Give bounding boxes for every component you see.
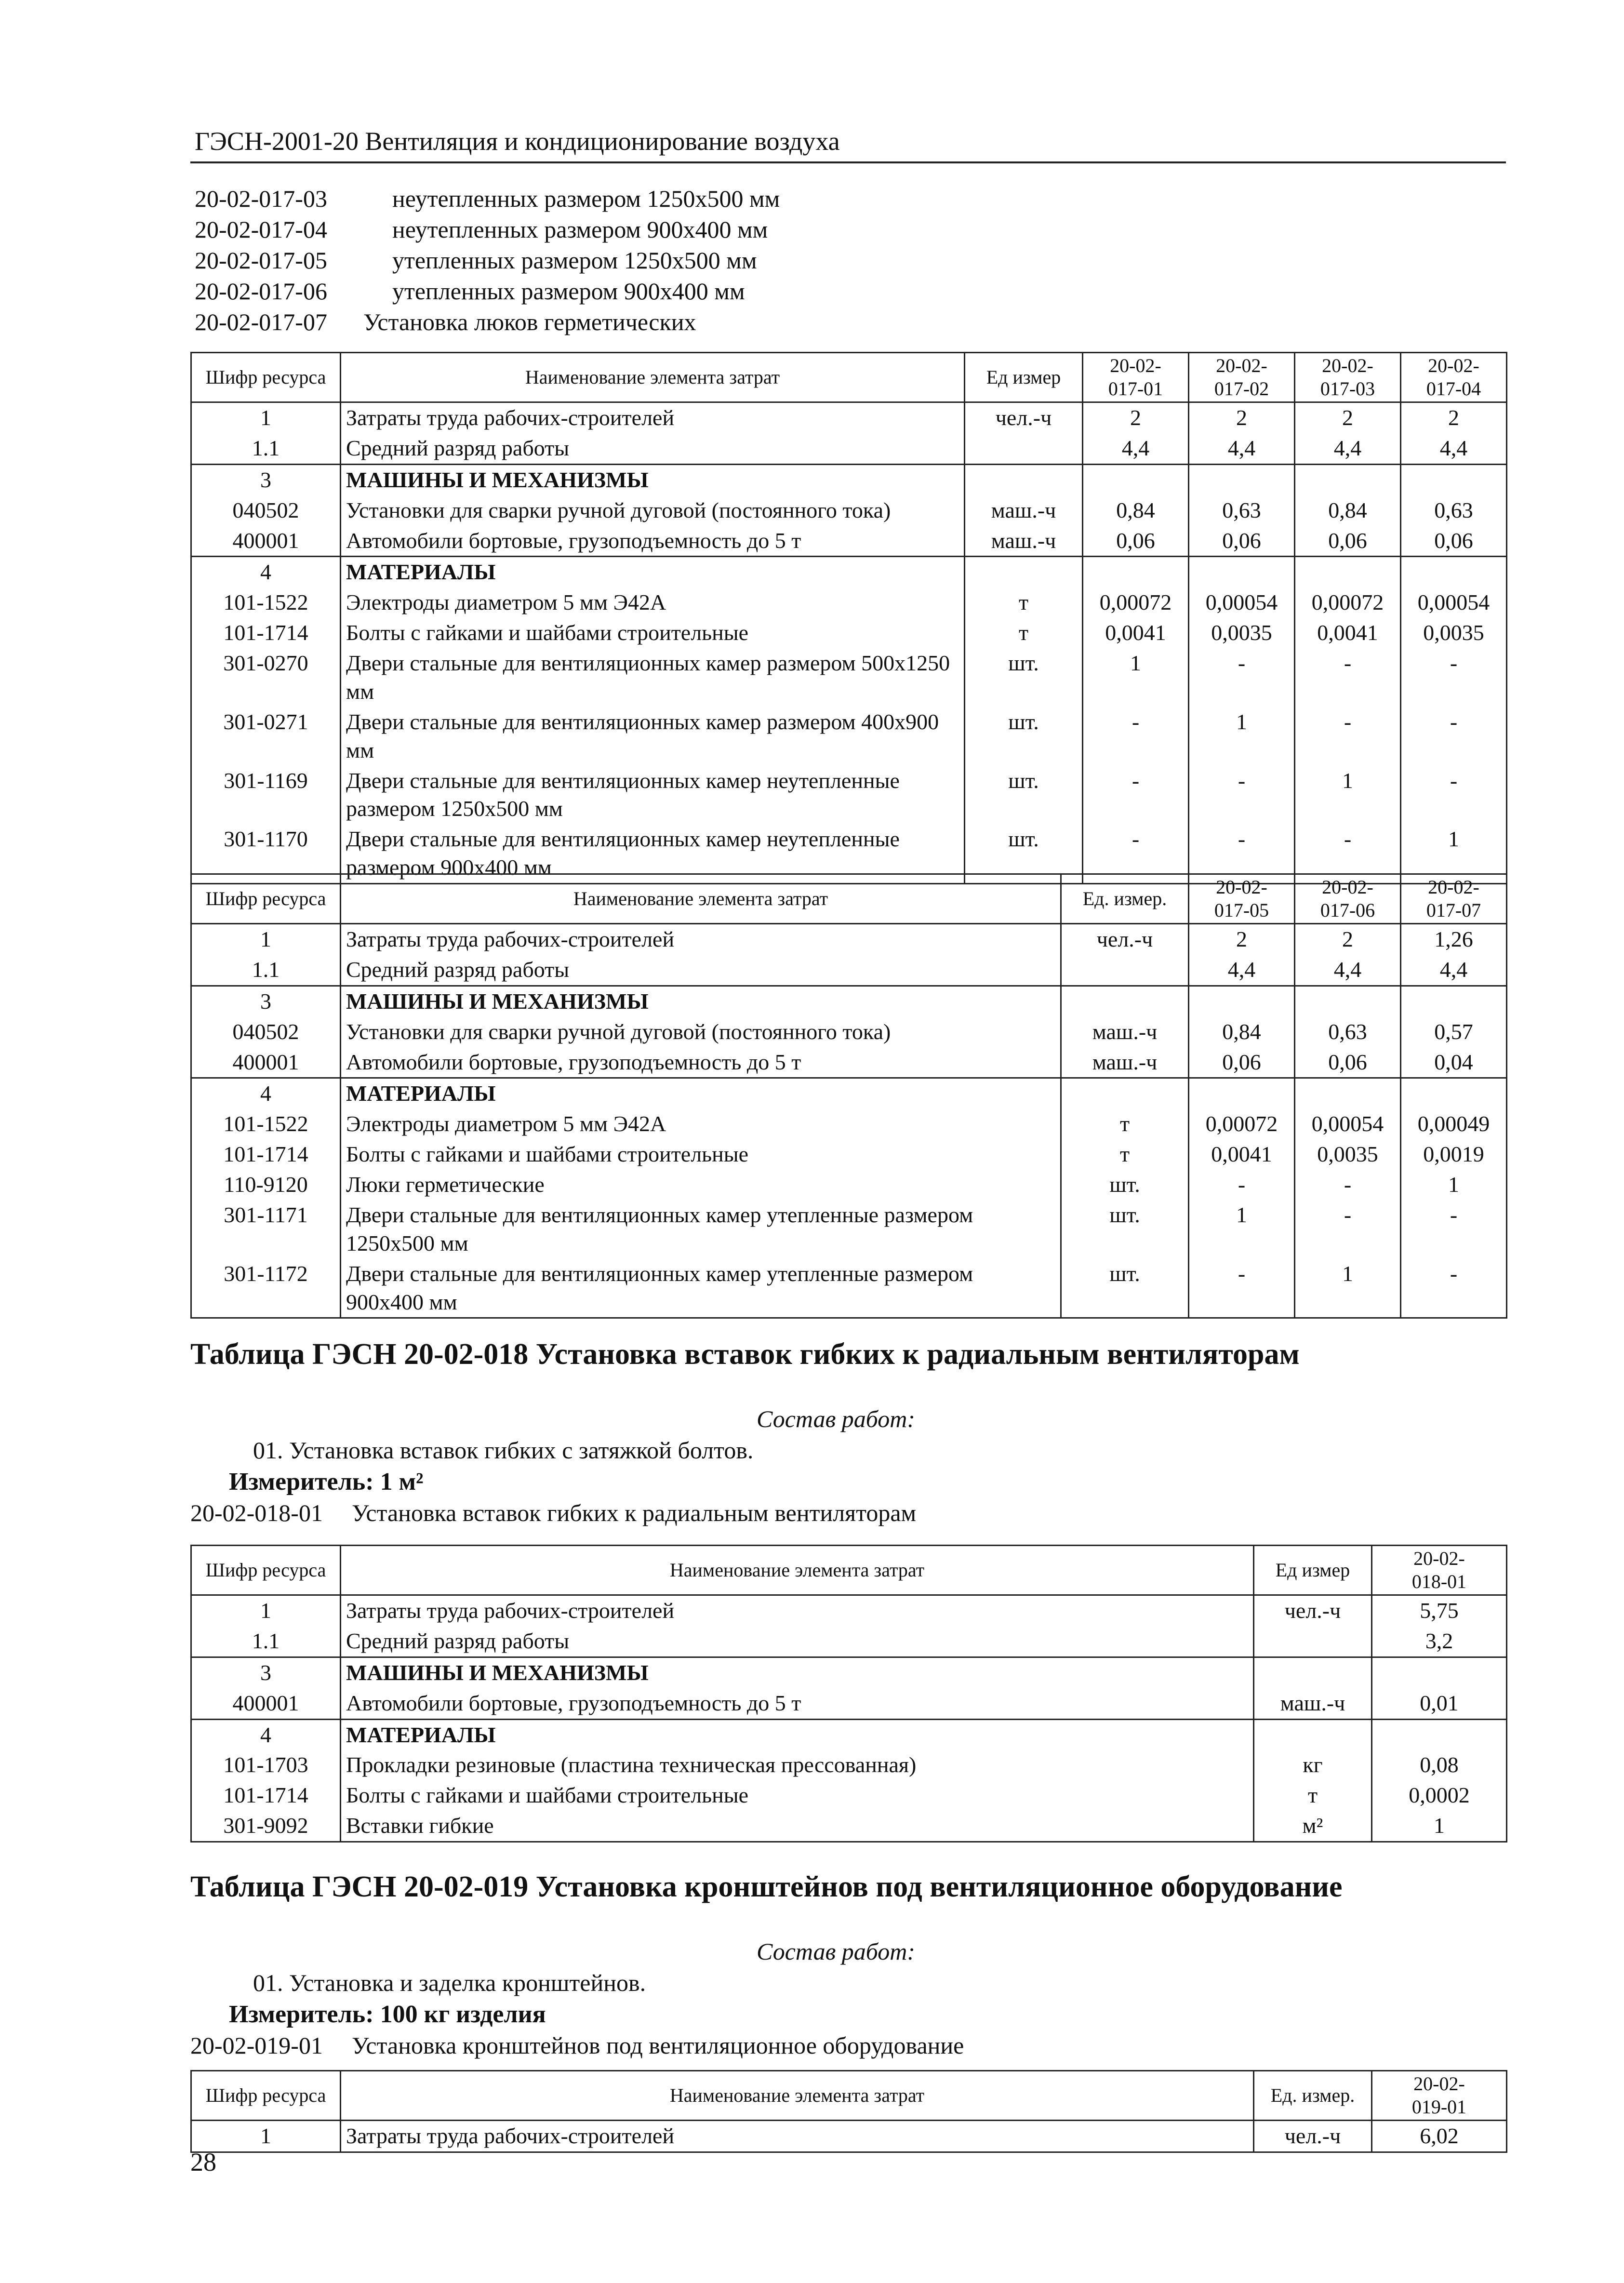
norm-value: 0,08 bbox=[1372, 1750, 1507, 1780]
code-row bbox=[195, 307, 780, 337]
column-header: Шифр ресурса bbox=[191, 874, 341, 924]
code-text: неутепленных размером 1250х500 мм bbox=[392, 185, 780, 212]
resource-table-018-01 bbox=[190, 1545, 1507, 1842]
norm-value: 0,00054 bbox=[1295, 1109, 1401, 1139]
resource-code: 301-1172 bbox=[191, 1259, 341, 1318]
norm-value: 0,84 bbox=[1083, 495, 1189, 526]
norm-value: 0,00049 bbox=[1401, 1109, 1507, 1139]
norm-value: 0,00072 bbox=[1083, 587, 1189, 618]
code-row bbox=[195, 214, 780, 245]
norm-value: 2 bbox=[1295, 924, 1401, 955]
table-row bbox=[191, 986, 1507, 1016]
norm-value: - bbox=[1295, 1170, 1401, 1200]
table-header-row bbox=[191, 874, 1507, 924]
unit: шт. bbox=[965, 824, 1083, 883]
unit: маш.-ч bbox=[1061, 1047, 1189, 1078]
cost-item-name: Двери стальные для вентиляционных камер размером 400х900 мм bbox=[341, 707, 965, 766]
norm-value: - bbox=[1189, 824, 1295, 883]
unit bbox=[1061, 955, 1189, 986]
norm-value: 0,01 bbox=[1372, 1688, 1507, 1719]
cost-item-name: МАТЕРИАЛЫ bbox=[341, 557, 965, 587]
cost-item-name: Двери стальные для вентиляционных камер размером 500х1250 мм bbox=[341, 648, 965, 707]
column-header: Шифр ресурса bbox=[191, 1546, 341, 1595]
cost-item-name: Прокладки резиновые (пластина техническая прессованная) bbox=[341, 1750, 1254, 1780]
norm-value: 4,4 bbox=[1401, 955, 1507, 986]
table-row bbox=[191, 1109, 1507, 1139]
table-row bbox=[191, 1626, 1507, 1657]
code: 20-02-017-03 bbox=[195, 185, 327, 212]
norm-value: 0,06 bbox=[1083, 526, 1189, 557]
running-head: ГЭСН-2001-20 Вентиляция и кондиционирование воздуха bbox=[195, 127, 840, 156]
norm-value: 0,00072 bbox=[1189, 1109, 1295, 1139]
norm-value: 2 bbox=[1295, 402, 1401, 433]
table-row bbox=[191, 1047, 1507, 1078]
header-rule bbox=[190, 161, 1506, 163]
norm-value: 0,63 bbox=[1189, 495, 1295, 526]
column-header: Ед. измер. bbox=[1254, 2071, 1372, 2121]
table-row bbox=[191, 1017, 1507, 1047]
resource-table-017-01-04 bbox=[190, 352, 1507, 884]
resource-code: 301-0271 bbox=[191, 707, 341, 766]
norm-value: 1 bbox=[1401, 1170, 1507, 1200]
cost-item-name: Установки для сварки ручной дуговой (постоянного тока) bbox=[341, 1017, 1061, 1047]
code: 20-02-017-07 bbox=[195, 308, 327, 335]
code: 20-02-018-01 bbox=[190, 1499, 323, 1526]
unit: т bbox=[1061, 1109, 1189, 1139]
cost-item-name: Автомобили бортовые, грузоподъемность до 5 т bbox=[341, 526, 965, 557]
norm-value bbox=[1401, 557, 1507, 587]
norm-value: 1 bbox=[1189, 707, 1295, 766]
column-header: Наименование элемента затрат bbox=[341, 2071, 1254, 2121]
unit: маш.-ч bbox=[965, 526, 1083, 557]
unit bbox=[1061, 1078, 1189, 1109]
norm-value: 1 bbox=[1295, 766, 1401, 825]
table-row bbox=[191, 1595, 1507, 1626]
measure-label: Измеритель: bbox=[229, 1468, 374, 1495]
section-title-019: Таблица ГЭСН 20-02-019 Установка кронштейнов под вентиляционное оборудование bbox=[190, 1870, 1343, 1903]
measure-value: 1 м² bbox=[380, 1468, 424, 1495]
code-text: Установка люков герметических bbox=[363, 308, 696, 335]
cost-item-name: МАШИНЫ И МЕХАНИЗМЫ bbox=[341, 1657, 1254, 1688]
unit bbox=[965, 464, 1083, 495]
unit: маш.-ч bbox=[1061, 1017, 1189, 1047]
cost-item-name: МАШИНЫ И МЕХАНИЗМЫ bbox=[341, 986, 1061, 1016]
unit bbox=[1061, 986, 1189, 1016]
norm-value bbox=[1295, 1078, 1401, 1109]
unit: маш.-ч bbox=[1254, 1688, 1372, 1719]
norm-value: 4,4 bbox=[1189, 955, 1295, 986]
resource-code: 301-1169 bbox=[191, 766, 341, 825]
norm-value: 0,06 bbox=[1189, 526, 1295, 557]
norm-value: - bbox=[1401, 707, 1507, 766]
code-row bbox=[190, 2031, 964, 2059]
resource-code: 4 bbox=[191, 1719, 341, 1750]
measure-row bbox=[229, 2000, 546, 2029]
unit: чел.-ч bbox=[965, 402, 1083, 433]
unit bbox=[965, 557, 1083, 587]
table-row bbox=[191, 495, 1507, 526]
unit: т bbox=[1061, 1139, 1189, 1170]
work-composition-label: Состав работ: bbox=[757, 1938, 916, 1965]
work-item: 01. Установка и заделка кронштейнов. bbox=[253, 1969, 646, 1996]
cost-item-name: Средний разряд работы bbox=[341, 955, 1061, 986]
norm-value: - bbox=[1401, 1259, 1507, 1318]
norm-value: - bbox=[1295, 648, 1401, 707]
table-row bbox=[191, 1657, 1507, 1688]
unit bbox=[1254, 1626, 1372, 1657]
measure-value: 100 кг изделия bbox=[380, 2001, 546, 2028]
resource-code: 3 bbox=[191, 1657, 341, 1688]
table-row bbox=[191, 464, 1507, 495]
resource-code: 3 bbox=[191, 986, 341, 1016]
norm-value: 2 bbox=[1083, 402, 1189, 433]
norm-value bbox=[1295, 557, 1401, 587]
code: 20-02-017-05 bbox=[195, 247, 327, 274]
table-header-row bbox=[191, 2071, 1507, 2121]
cost-item-name: Двери стальные для вентиляционных камер неутепленные размером 900х400 мм bbox=[341, 824, 965, 883]
table-row bbox=[191, 2121, 1507, 2152]
cost-item-name: Вставки гибкие bbox=[341, 1811, 1254, 1842]
unit: шт. bbox=[1061, 1259, 1189, 1318]
norm-value bbox=[1401, 1078, 1507, 1109]
unit bbox=[1254, 1719, 1372, 1750]
resource-code: 301-1171 bbox=[191, 1200, 341, 1259]
norm-value bbox=[1189, 1078, 1295, 1109]
table-row bbox=[191, 433, 1507, 464]
unit: маш.-ч bbox=[965, 495, 1083, 526]
column-header: Ед измер bbox=[965, 353, 1083, 402]
cost-item-name: Установки для сварки ручной дуговой (постоянного тока) bbox=[341, 495, 965, 526]
code: 20-02-017-04 bbox=[195, 216, 327, 243]
norm-value: - bbox=[1083, 766, 1189, 825]
unit bbox=[965, 433, 1083, 464]
norm-value: 0,63 bbox=[1401, 495, 1507, 526]
code-list bbox=[195, 183, 780, 337]
norm-value: 4,4 bbox=[1189, 433, 1295, 464]
norm-value: 6,02 bbox=[1372, 2121, 1507, 2152]
column-header: 20-02- 017-07 bbox=[1401, 874, 1507, 924]
unit: шт. bbox=[965, 707, 1083, 766]
unit: чел.-ч bbox=[1061, 924, 1189, 955]
resource-code: 301-9092 bbox=[191, 1811, 341, 1842]
norm-value: 0,00054 bbox=[1401, 587, 1507, 618]
resource-code: 101-1714 bbox=[191, 1780, 341, 1811]
column-header: 20-02- 019-01 bbox=[1372, 2071, 1507, 2121]
norm-value bbox=[1189, 986, 1295, 1016]
column-header: 20-02- 017-06 bbox=[1295, 874, 1401, 924]
unit bbox=[1254, 1657, 1372, 1688]
column-header: Шифр ресурса bbox=[191, 353, 341, 402]
resource-code: 101-1703 bbox=[191, 1750, 341, 1780]
column-header: Шифр ресурса bbox=[191, 2071, 341, 2121]
resource-code: 301-1170 bbox=[191, 824, 341, 883]
table-row bbox=[191, 766, 1507, 825]
resource-code: 1 bbox=[191, 2121, 341, 2152]
column-header: 20-02- 017-03 bbox=[1295, 353, 1401, 402]
norm-value: 0,0002 bbox=[1372, 1780, 1507, 1811]
norm-value: 1 bbox=[1372, 1811, 1507, 1842]
norm-value: - bbox=[1295, 824, 1401, 883]
resource-code: 400001 bbox=[191, 526, 341, 557]
norm-value: - bbox=[1295, 707, 1401, 766]
unit: шт. bbox=[1061, 1170, 1189, 1200]
code: 20-02-019-01 bbox=[190, 2032, 323, 2059]
table-row bbox=[191, 1780, 1507, 1811]
norm-value: 4,4 bbox=[1083, 433, 1189, 464]
norm-value: 1 bbox=[1083, 648, 1189, 707]
resource-code: 4 bbox=[191, 1078, 341, 1109]
norm-value: 0,57 bbox=[1401, 1017, 1507, 1047]
norm-value bbox=[1083, 464, 1189, 495]
norm-value: 0,06 bbox=[1295, 526, 1401, 557]
norm-value: 0,0041 bbox=[1083, 618, 1189, 648]
table-row bbox=[191, 1811, 1507, 1842]
resource-table-017-05-07 bbox=[190, 873, 1507, 1319]
norm-value: 0,00072 bbox=[1295, 587, 1401, 618]
column-header: 20-02- 018-01 bbox=[1372, 1546, 1507, 1595]
code-text: утепленных размером 900х400 мм bbox=[392, 278, 745, 305]
norm-value: - bbox=[1189, 766, 1295, 825]
norm-value: 3,2 bbox=[1372, 1626, 1507, 1657]
resource-code: 1.1 bbox=[191, 1626, 341, 1657]
table-header-row bbox=[191, 353, 1507, 402]
resource-code: 4 bbox=[191, 557, 341, 587]
norm-value: - bbox=[1401, 766, 1507, 825]
table-row bbox=[191, 1139, 1507, 1170]
code-text: Установка вставок гибких к радиальным вентиляторам bbox=[351, 1499, 917, 1526]
unit: т bbox=[1254, 1780, 1372, 1811]
norm-value: 4,4 bbox=[1401, 433, 1507, 464]
cost-item-name: МАТЕРИАЛЫ bbox=[341, 1078, 1061, 1109]
resource-code: 1 bbox=[191, 924, 341, 955]
norm-value: 2 bbox=[1189, 924, 1295, 955]
measure-row bbox=[229, 1468, 424, 1496]
column-header: 20-02- 017-04 bbox=[1401, 353, 1507, 402]
table-row bbox=[191, 1719, 1507, 1750]
cost-item-name: Двери стальные для вентиляционных камер утепленные размером 900х400 мм bbox=[341, 1259, 1061, 1318]
column-header: 20-02- 017-01 bbox=[1083, 353, 1189, 402]
cost-item-name: Болты с гайками и шайбами строительные bbox=[341, 1780, 1254, 1811]
norm-value bbox=[1083, 557, 1189, 587]
resource-code: 1.1 bbox=[191, 433, 341, 464]
norm-value: 0,0019 bbox=[1401, 1139, 1507, 1170]
norm-value: 2 bbox=[1401, 402, 1507, 433]
cost-item-name: Двери стальные для вентиляционных камер утепленные размером 1250х500 мм bbox=[341, 1200, 1061, 1259]
code-row bbox=[190, 1499, 916, 1527]
column-header: Наименование элемента затрат bbox=[341, 874, 1061, 924]
norm-value: 0,0035 bbox=[1401, 618, 1507, 648]
norm-value bbox=[1189, 557, 1295, 587]
table-row bbox=[191, 587, 1507, 618]
resource-code: 101-1522 bbox=[191, 1109, 341, 1139]
column-header: Ед. измер. bbox=[1061, 874, 1189, 924]
table-row bbox=[191, 1200, 1507, 1259]
cost-item-name: МАШИНЫ И МЕХАНИЗМЫ bbox=[341, 464, 965, 495]
table-row bbox=[191, 618, 1507, 648]
cost-item-name: МАТЕРИАЛЫ bbox=[341, 1719, 1254, 1750]
norm-value: 4,4 bbox=[1295, 955, 1401, 986]
resource-table-019-01 bbox=[190, 2070, 1507, 2153]
page-number: 28 bbox=[190, 2148, 216, 2176]
norm-value bbox=[1401, 464, 1507, 495]
norm-value: 0,84 bbox=[1189, 1017, 1295, 1047]
unit: шт. bbox=[965, 648, 1083, 707]
column-header: Ед измер bbox=[1254, 1546, 1372, 1595]
norm-value: - bbox=[1295, 1200, 1401, 1259]
table-row bbox=[191, 402, 1507, 433]
measure-label: Измеритель: bbox=[229, 2001, 374, 2028]
resource-code: 1.1 bbox=[191, 955, 341, 986]
resource-code: 101-1522 bbox=[191, 587, 341, 618]
norm-value: 0,63 bbox=[1295, 1017, 1401, 1047]
norm-value: 0,0041 bbox=[1189, 1139, 1295, 1170]
cost-item-name: Затраты труда рабочих-строителей bbox=[341, 924, 1061, 955]
norm-value: 1 bbox=[1401, 824, 1507, 883]
table-row bbox=[191, 557, 1507, 587]
code-row bbox=[195, 183, 780, 214]
cost-item-name: Средний разряд работы bbox=[341, 1626, 1254, 1657]
resource-code: 101-1714 bbox=[191, 618, 341, 648]
resource-code: 301-0270 bbox=[191, 648, 341, 707]
norm-value: 1,26 bbox=[1401, 924, 1507, 955]
table-header-row bbox=[191, 1546, 1507, 1595]
unit: шт. bbox=[965, 766, 1083, 825]
code-row bbox=[195, 276, 780, 307]
norm-value: 1 bbox=[1189, 1200, 1295, 1259]
unit: кг bbox=[1254, 1750, 1372, 1780]
work-item: 01. Установка вставок гибких с затяжкой болтов. bbox=[253, 1437, 754, 1464]
unit: шт. bbox=[1061, 1200, 1189, 1259]
norm-value: 0,06 bbox=[1401, 526, 1507, 557]
norm-value: 1 bbox=[1295, 1259, 1401, 1318]
norm-value bbox=[1372, 1657, 1507, 1688]
table-row bbox=[191, 1078, 1507, 1109]
norm-value: 0,06 bbox=[1189, 1047, 1295, 1078]
cost-item-name: Автомобили бортовые, грузоподъемность до 5 т bbox=[341, 1047, 1061, 1078]
norm-value: 0,00054 bbox=[1189, 587, 1295, 618]
unit: чел.-ч bbox=[1254, 2121, 1372, 2152]
table-row bbox=[191, 1688, 1507, 1719]
code-text: Установка кронштейнов под вентиляционное оборудование bbox=[351, 2032, 964, 2059]
cost-item-name: Болты с гайками и шайбами строительные bbox=[341, 1139, 1061, 1170]
column-header: Наименование элемента затрат bbox=[341, 353, 965, 402]
resource-code: 101-1714 bbox=[191, 1139, 341, 1170]
code-text: неутепленных размером 900х400 мм bbox=[392, 216, 768, 243]
norm-value bbox=[1372, 1719, 1507, 1750]
norm-value: - bbox=[1083, 824, 1189, 883]
unit: т bbox=[965, 587, 1083, 618]
norm-value: 0,0035 bbox=[1295, 1139, 1401, 1170]
norm-value: - bbox=[1083, 707, 1189, 766]
norm-value bbox=[1189, 464, 1295, 495]
table-row bbox=[191, 924, 1507, 955]
norm-value: - bbox=[1189, 648, 1295, 707]
table-row bbox=[191, 648, 1507, 707]
code-text: утепленных размером 1250х500 мм bbox=[392, 247, 757, 274]
cost-item-name: Автомобили бортовые, грузоподъемность до 5 т bbox=[341, 1688, 1254, 1719]
unit: т bbox=[965, 618, 1083, 648]
cost-item-name: Электроды диаметром 5 мм Э42А bbox=[341, 587, 965, 618]
unit: м² bbox=[1254, 1811, 1372, 1842]
norm-value bbox=[1401, 986, 1507, 1016]
column-header: Наименование элемента затрат bbox=[341, 1546, 1254, 1595]
table-row bbox=[191, 1750, 1507, 1780]
norm-value: 0,06 bbox=[1295, 1047, 1401, 1078]
resource-code: 110-9120 bbox=[191, 1170, 341, 1200]
resource-code: 400001 bbox=[191, 1047, 341, 1078]
cost-item-name: Болты с гайками и шайбами строительные bbox=[341, 618, 965, 648]
resource-code: 1 bbox=[191, 402, 341, 433]
resource-code: 040502 bbox=[191, 495, 341, 526]
norm-value: - bbox=[1401, 648, 1507, 707]
norm-value: 0,0035 bbox=[1189, 618, 1295, 648]
norm-value: 4,4 bbox=[1295, 433, 1401, 464]
code: 20-02-017-06 bbox=[195, 278, 327, 305]
column-header: 20-02- 017-05 bbox=[1189, 874, 1295, 924]
unit: чел.-ч bbox=[1254, 1595, 1372, 1626]
table-row bbox=[191, 955, 1507, 986]
cost-item-name: Затраты труда рабочих-строителей bbox=[341, 1595, 1254, 1626]
norm-value: 5,75 bbox=[1372, 1595, 1507, 1626]
code-row bbox=[195, 245, 780, 276]
section-title-018: Таблица ГЭСН 20-02-018 Установка вставок гибких к радиальным вентиляторам bbox=[190, 1338, 1300, 1371]
table-row bbox=[191, 1259, 1507, 1318]
cost-item-name: Затраты труда рабочих-строителей bbox=[341, 2121, 1254, 2152]
resource-code: 1 bbox=[191, 1595, 341, 1626]
table-row bbox=[191, 1170, 1507, 1200]
resource-code: 400001 bbox=[191, 1688, 341, 1719]
norm-value bbox=[1295, 986, 1401, 1016]
table-row bbox=[191, 707, 1507, 766]
cost-item-name: Затраты труда рабочих-строителей bbox=[341, 402, 965, 433]
resource-code: 3 bbox=[191, 464, 341, 495]
cost-item-name: Люки герметические bbox=[341, 1170, 1061, 1200]
cost-item-name: Электроды диаметром 5 мм Э42А bbox=[341, 1109, 1061, 1139]
norm-value bbox=[1295, 464, 1401, 495]
norm-value: - bbox=[1189, 1259, 1295, 1318]
column-header: 20-02- 017-02 bbox=[1189, 353, 1295, 402]
resource-code: 040502 bbox=[191, 1017, 341, 1047]
norm-value: 0,0041 bbox=[1295, 618, 1401, 648]
norm-value: 0,04 bbox=[1401, 1047, 1507, 1078]
work-composition-label: Состав работ: bbox=[757, 1405, 916, 1432]
cost-item-name: Двери стальные для вентиляционных камер неутепленные размером 1250х500 мм bbox=[341, 766, 965, 825]
cost-item-name: Средний разряд работы bbox=[341, 433, 965, 464]
norm-value: - bbox=[1401, 1200, 1507, 1259]
norm-value: - bbox=[1189, 1170, 1295, 1200]
table-row bbox=[191, 526, 1507, 557]
norm-value: 2 bbox=[1189, 402, 1295, 433]
norm-value: 0,84 bbox=[1295, 495, 1401, 526]
